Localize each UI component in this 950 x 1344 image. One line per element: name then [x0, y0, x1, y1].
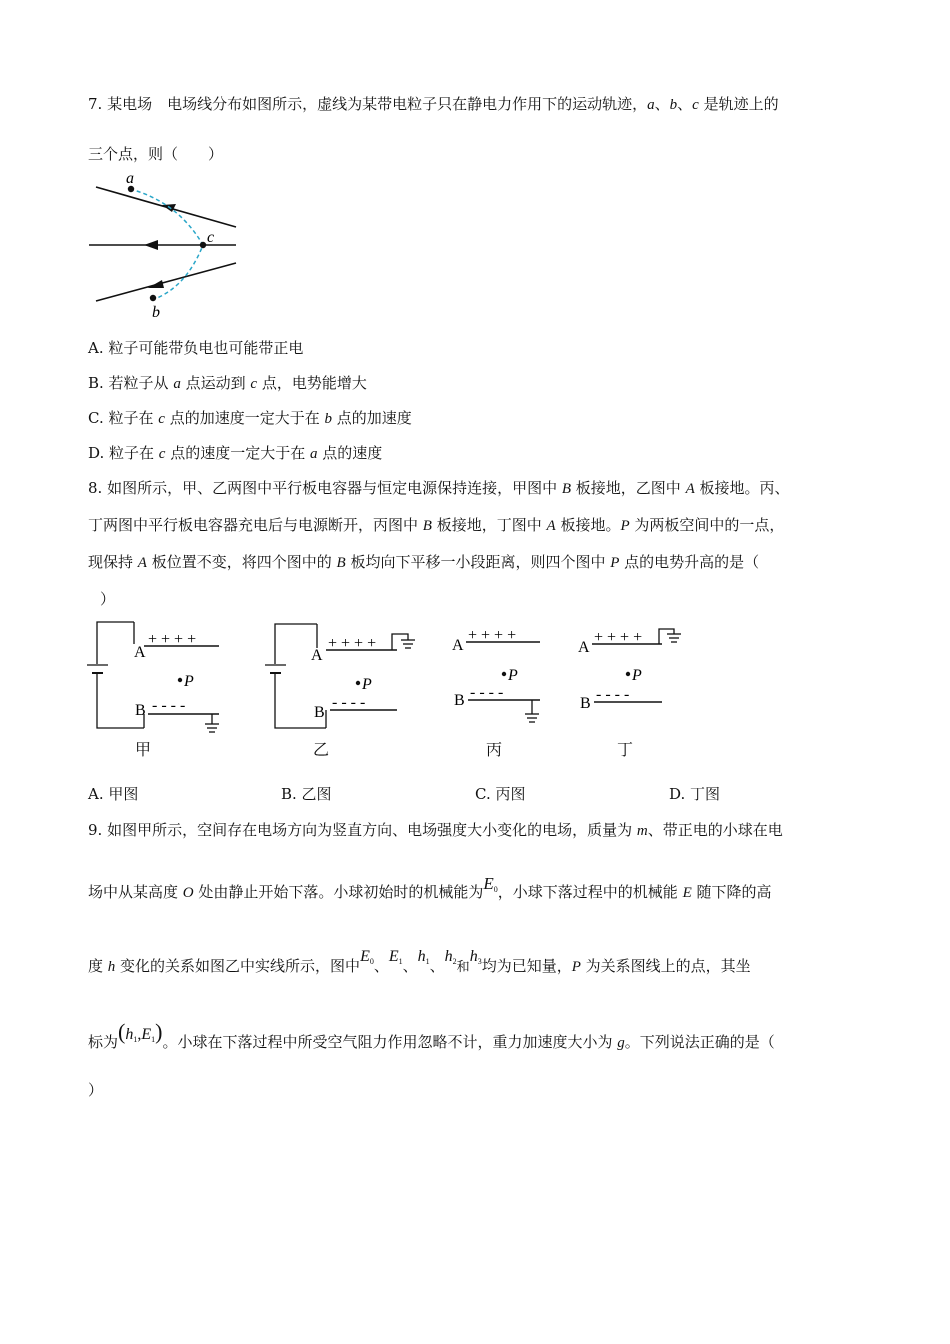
q8-option-a[interactable]: A. 甲图: [88, 785, 139, 803]
label-plate-a: A: [578, 639, 590, 656]
point-p: [502, 672, 506, 676]
symbol-e0: $E_0$: [360, 948, 374, 966]
q7-stem-line1: 7. 某电场 电场线分布如图所示，虚线为某带电粒子只在静电力作用下的运动轨迹，a、b、c 是轨迹上的: [88, 95, 779, 113]
label-plate-b: B: [135, 702, 146, 719]
q7-option-a[interactable]: A. 粒子可能带负电也可能带正电: [88, 339, 304, 357]
plate-a-charges: + + + +: [594, 629, 643, 646]
q8-stem-line1: 8. 如图所示，甲、乙两图中平行板电容器与恒定电源保持连接，甲图中 B 板接地，乙图中 A 板接地。丙、: [88, 479, 790, 497]
label-plate-b: B: [454, 692, 465, 709]
symbol-e0: $E_0$: [483, 874, 498, 894]
q8-option-d[interactable]: D. 丁图: [669, 785, 721, 803]
label-plate-a: A: [134, 644, 146, 661]
q8-figure-bing: [450, 614, 560, 744]
arrow-middle: [144, 240, 158, 250]
plate-b-charges: - - - -: [152, 697, 186, 714]
q9-stem-line4: 标为$(h_1,E_1)$。小球在下落过程中所受空气阻力作用忽略不计，重力加速度大小为 g。下列说法正确的是（: [88, 1019, 775, 1051]
label-c: c: [207, 229, 215, 246]
q7-option-b[interactable]: B. 若粒子从 a 点运动到 c 点，电势能增大: [88, 374, 367, 392]
point-p: [178, 678, 182, 682]
symbol-h3: $h_3$: [469, 948, 482, 966]
label-plate-a: A: [452, 637, 464, 654]
q7-stem-line2: 三个点，则（ ）: [88, 145, 224, 163]
circuit-wire: [97, 622, 134, 664]
point-c: [200, 242, 206, 248]
caption-yi: 乙: [313, 740, 330, 759]
q8-figure-yi: [264, 614, 424, 764]
q9-stem-line2: 场中从某高度 O 处由静止开始下落。小球初始时的机械能为$E_0$，小球下落过程中的机械能 E 随下降的高: [88, 874, 772, 901]
label-p: P: [632, 667, 642, 684]
label-p: P: [508, 667, 518, 684]
point-p: [626, 672, 630, 676]
q8-figure-jia: [86, 614, 236, 764]
plate-a-charges: + + + +: [468, 627, 517, 644]
coordinate-h1-e1: $(h_1,E_1)$: [118, 1019, 163, 1044]
plate-b-charges: - - - -: [470, 684, 504, 701]
point-b: [150, 295, 156, 301]
caption-jia: 甲: [135, 740, 152, 759]
point-p: [356, 681, 360, 685]
q8-option-b[interactable]: B. 乙图: [281, 785, 332, 803]
q9-stem-line5: ）: [88, 1081, 104, 1099]
circuit-wire-lower: [97, 674, 144, 728]
q8-stem-line2: 丁两图中平行板电容器充电后与电源断开，丙图中 B 板接地，丁图中 A 板接地。P 为两板空间中的一点，: [88, 516, 785, 534]
q7-field-line-figure: [86, 170, 246, 320]
label-plate-b: B: [580, 695, 591, 712]
q8-stem-line4: ）: [100, 590, 116, 608]
q8-figure-ding: [576, 614, 696, 724]
label-b: b: [152, 304, 160, 320]
q7-option-d[interactable]: D. 粒子在 c 点的速度一定大于在 a 点的速度: [88, 444, 383, 462]
plate-a-charges: + + + +: [148, 631, 197, 648]
q8-option-c[interactable]: C. 丙图: [475, 785, 526, 803]
plate-a-charges: + + + +: [328, 635, 377, 652]
symbol-h1: $h_1$: [417, 948, 430, 966]
arrow-lower: [148, 280, 164, 288]
symbol-h2: $h_2$: [444, 948, 457, 966]
q8-stem-line3: 现保持 A 板位置不变，将四个图中的 B 板均向下平移一小段距离，则四个图中 P 点的电势升高的是（: [88, 553, 760, 571]
label-a: a: [126, 170, 134, 187]
plate-b-charges: - - - -: [596, 686, 630, 703]
q9-stem-line3: 度 h 变化的关系如图乙中实线所示，图中$E_0$、$E_1$、$h_1$、$h_2$和$h_3$均为已知量，P 为关系图线上的点，其坐: [88, 948, 751, 975]
plate-b-charges: - - - -: [332, 694, 366, 711]
label-plate-b: B: [314, 704, 325, 721]
label-p: P: [184, 673, 194, 690]
q9-stem-line1: 9. 如图甲所示，空间存在电场方向为竖直方向、电场强度大小变化的电场，质量为 m、带正电的小球在电: [88, 821, 783, 839]
q7-option-c[interactable]: C. 粒子在 c 点的加速度一定大于在 b 点的加速度: [88, 409, 412, 427]
label-p: P: [362, 676, 372, 693]
caption-bing: 丙: [486, 740, 503, 759]
label-plate-a: A: [311, 647, 323, 664]
symbol-e1: $E_1$: [388, 948, 403, 966]
caption-ding: 丁: [617, 740, 634, 759]
field-line-lower: [96, 263, 236, 301]
